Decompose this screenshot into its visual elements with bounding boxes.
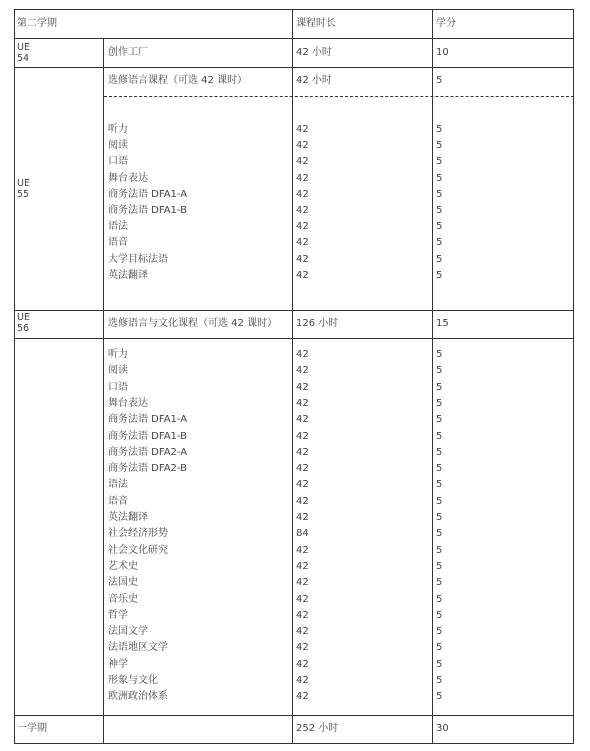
course-credits: 5 — [436, 577, 443, 589]
course-name: 商务法语 DFA1-A — [108, 414, 188, 426]
course-hours: 42 — [296, 479, 309, 491]
course-credits: 5 — [436, 691, 443, 703]
course-name: 商务法语 DFA2-B — [108, 463, 188, 475]
course-hours: 42 — [296, 495, 309, 507]
course-credits: 5 — [436, 560, 443, 572]
course-credits: 5 — [436, 365, 443, 377]
course-credits: 5 — [436, 253, 443, 265]
course-hours: 42 — [296, 642, 309, 654]
course-hours: 42 — [296, 414, 309, 426]
ue-number: 55 — [17, 189, 30, 200]
course-hours: 42 — [296, 253, 309, 265]
course-name: 阅读 — [108, 365, 128, 377]
course-hours: 42 — [296, 691, 309, 703]
course-credits: 5 — [436, 349, 443, 360]
course-name: 社会文化研究 — [108, 544, 168, 556]
course-credits: 5 — [436, 512, 443, 523]
course-hours: 42 — [296, 397, 309, 409]
course-name: 艺术史 — [108, 560, 138, 572]
header-duration: 课程时长 — [296, 18, 336, 29]
course-hours: 42 — [296, 463, 309, 475]
course-name: 商务法语 DFA2-A — [108, 446, 188, 458]
course-name: 语音 — [108, 495, 128, 507]
course-hours: 42 — [296, 124, 309, 135]
ue-code: UE — [17, 178, 30, 189]
course-name: 口语 — [108, 381, 128, 393]
group-title: 选修语言与文化课程（可选 42 课时） — [108, 318, 278, 329]
course-name: 商务法语 DFA1-A — [108, 188, 188, 200]
course-name: 神学 — [108, 658, 128, 670]
course-credits: 5 — [436, 609, 443, 621]
course-name: 商务法语 DFA1-B — [108, 430, 188, 442]
column-divider — [103, 38, 104, 744]
ue-code: UE — [17, 42, 30, 53]
course-hours: 42 — [296, 237, 309, 249]
course-hours: 42 — [296, 609, 309, 621]
course-name: 法语地区文学 — [108, 642, 168, 654]
course-name: 听力 — [108, 349, 128, 360]
course-hours: 42 — [296, 626, 309, 638]
course-name: 法国文学 — [108, 626, 148, 638]
course-hours: 42 — [296, 512, 309, 523]
course-credits: 5 — [436, 205, 443, 216]
course-hours: 42 — [296, 221, 309, 233]
row-divider — [14, 38, 574, 39]
course-credits: 5 — [436, 528, 443, 540]
course-hours: 42 — [296, 188, 309, 200]
course-name: 社会经济形势 — [108, 528, 168, 540]
course-hours: 42 — [296, 446, 309, 458]
column-divider — [432, 9, 433, 744]
course-credits: 5 — [436, 544, 443, 556]
ue-number: 56 — [17, 323, 30, 334]
course-name: 商务法语 DFA1-B — [108, 205, 188, 216]
group-hours: 126 小时 — [296, 318, 339, 329]
group-credits: 15 — [436, 318, 449, 329]
course-credits: 5 — [436, 446, 443, 458]
course-name: 形象与文化 — [108, 675, 158, 686]
column-divider — [292, 9, 293, 744]
course-hours: 42 — [296, 560, 309, 572]
row-divider — [14, 338, 574, 339]
course-credits: 5 — [436, 172, 443, 184]
course-credits: 5 — [436, 414, 443, 426]
table-border — [14, 9, 574, 744]
course-name: 舞台表达 — [108, 397, 148, 409]
course-hours: 42 — [296, 349, 309, 360]
total-hours: 252 小时 — [296, 723, 339, 734]
course-credits: 5 — [436, 140, 443, 152]
course-hours: 42 小时 — [296, 47, 332, 58]
course-hours: 42 — [296, 205, 309, 216]
course-hours: 42 — [296, 577, 309, 589]
group-title: 选修语言课程（可选 42 课时） — [108, 75, 248, 86]
course-name: 语法 — [108, 479, 128, 491]
course-name: 语法 — [108, 221, 128, 233]
course-credits: 5 — [436, 479, 443, 491]
course-credits: 5 — [436, 593, 443, 605]
course-credits: 5 — [436, 221, 443, 233]
ue-number: 54 — [17, 53, 30, 64]
course-hours: 42 — [296, 381, 309, 393]
course-credits: 5 — [436, 658, 443, 670]
course-hours: 42 — [296, 269, 309, 281]
course-name: 音乐史 — [108, 593, 138, 605]
course-credits: 5 — [436, 237, 443, 249]
course-credits: 5 — [436, 675, 443, 686]
course-name: 法国史 — [108, 577, 138, 589]
course-hours: 84 — [296, 528, 309, 540]
dashed-divider — [104, 96, 574, 97]
course-credits: 5 — [436, 642, 443, 654]
total-label: 一学期 — [17, 723, 47, 734]
course-name: 欧洲政治体系 — [108, 691, 168, 703]
course-credits: 5 — [436, 124, 443, 135]
course-hours: 42 — [296, 156, 309, 168]
row-divider — [14, 310, 574, 311]
header-credits: 学分 — [436, 18, 456, 29]
course-credits: 5 — [436, 463, 443, 475]
ue-code: UE — [17, 312, 30, 323]
course-name: 英法翻译 — [108, 269, 148, 281]
header-semester: 第二学期 — [17, 18, 57, 29]
course-credits: 5 — [436, 397, 443, 409]
course-hours: 42 — [296, 544, 309, 556]
course-hours: 42 — [296, 172, 309, 184]
course-hours: 42 — [296, 140, 309, 152]
group-credits: 5 — [436, 75, 443, 86]
course-hours: 42 — [296, 675, 309, 686]
course-name: 口语 — [108, 156, 128, 168]
course-credits: 5 — [436, 269, 443, 281]
course-credits: 5 — [436, 156, 443, 168]
group-hours: 42 小时 — [296, 75, 332, 86]
course-credits: 5 — [436, 495, 443, 507]
course-name: 英法翻译 — [108, 512, 148, 523]
total-credits: 30 — [436, 723, 449, 734]
course-name: 创作工厂 — [108, 47, 148, 58]
row-divider — [14, 715, 574, 716]
course-hours: 42 — [296, 593, 309, 605]
course-hours: 42 — [296, 658, 309, 670]
course-hours: 42 — [296, 365, 309, 377]
row-divider — [14, 67, 574, 68]
course-credits: 5 — [436, 430, 443, 442]
course-name: 听力 — [108, 124, 128, 135]
course-name: 大学目标法语 — [108, 253, 168, 265]
course-credits: 5 — [436, 381, 443, 393]
course-name: 舞台表达 — [108, 172, 148, 184]
course-credits: 5 — [436, 188, 443, 200]
course-name: 哲学 — [108, 609, 128, 621]
course-credits: 5 — [436, 626, 443, 638]
course-name: 语音 — [108, 237, 128, 249]
course-hours: 42 — [296, 430, 309, 442]
course-credits: 10 — [436, 47, 449, 58]
course-name: 阅读 — [108, 140, 128, 152]
